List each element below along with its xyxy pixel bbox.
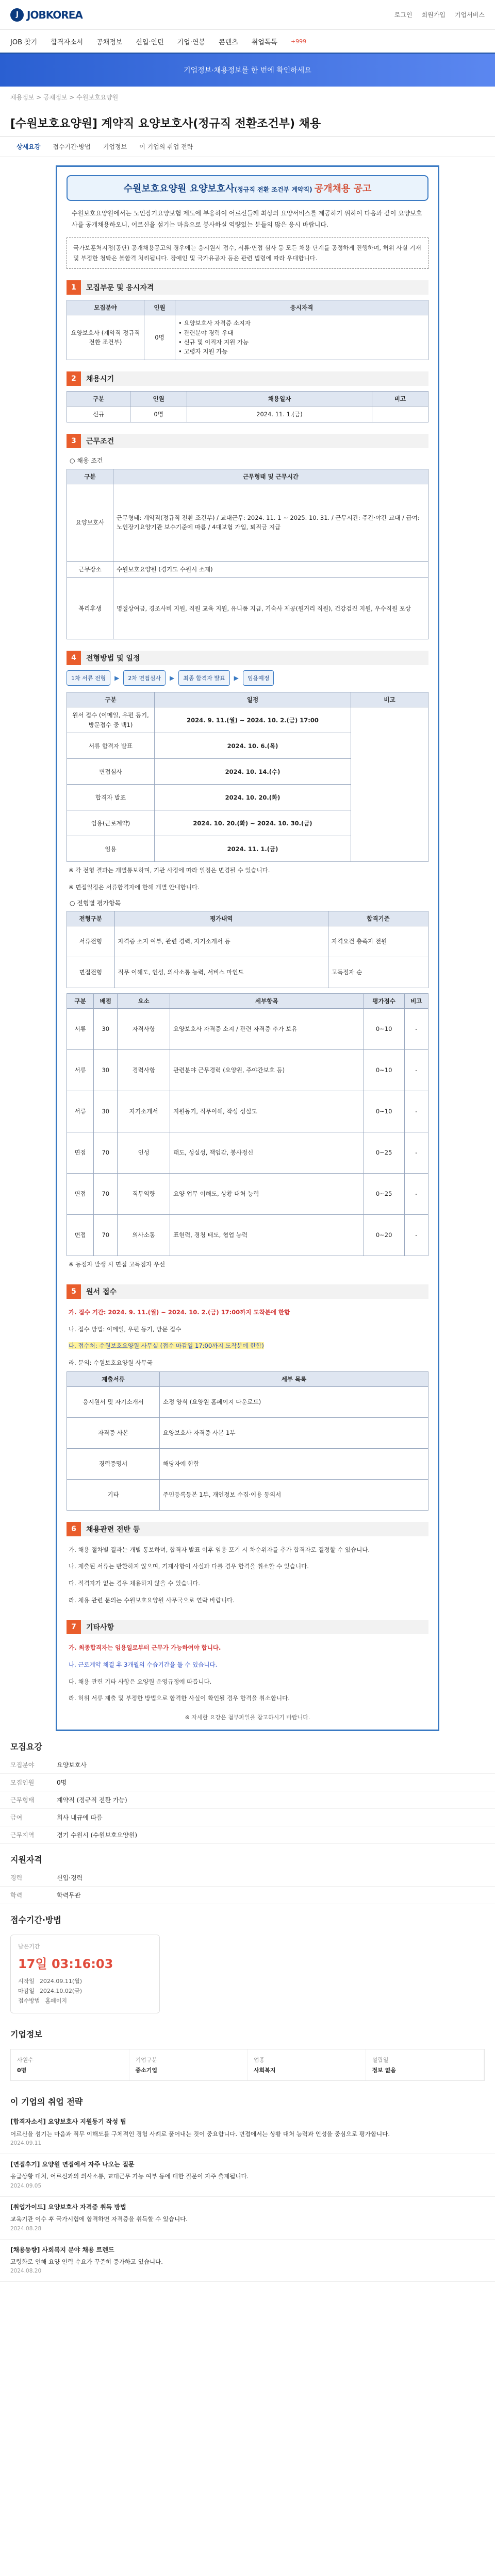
- summary-row: 근무지역 경기 수원시 (수원보호요양원): [0, 1826, 495, 1844]
- section-header: 5 원서 접수: [67, 1284, 428, 1299]
- dday-countdown: 17일 03:16:03: [18, 1957, 113, 1972]
- score-table: 전형구분 평가내역 합격기준 서류전형 자격증 소지 여부, 관련 경력, 자기소개서 등 자격요건 충족자 전원 면접전형 직무 이해도, 인성, 의사소통 능력, 서비스 마인드 고득점자 순: [67, 911, 428, 988]
- corp-item: 사원수 0명: [11, 2049, 129, 2080]
- summary-heading: 모집요강: [10, 1742, 42, 1752]
- corp-service-link[interactable]: 기업서비스: [455, 11, 485, 19]
- corp-info-grid: [10, 2049, 485, 2081]
- nav-item-resume[interactable]: 합격자소서: [51, 38, 84, 46]
- qualification-row: 경력 신입·경력: [0, 1869, 495, 1887]
- nav-item-recruit[interactable]: 공채정보: [96, 38, 123, 46]
- site-header: [0, 0, 495, 30]
- logo-mark-icon: J: [10, 8, 24, 22]
- document-table: 제출서류 세부 목록 응시원서 및 자기소개서 소정 양식 (요양원 홈페이지 다운로드) 자격증 사본 요양보호사 자격증 사본 1부 경력증명서 해당자에 한함 기타 주민등록등본 1부, 개인정보 수집·이용 동의서: [67, 1371, 428, 1511]
- section-header: 3 근무조건: [67, 434, 428, 448]
- summary-row: 모집분야 요양보호사: [0, 1756, 495, 1774]
- section-header: 4 전형방법 및 일정: [67, 651, 428, 665]
- nav-item-talk[interactable]: 취업톡톡: [251, 38, 277, 46]
- strategy-item[interactable]: [채용동향] 사회복지 분야 채용 트렌드 고령화로 인해 요양 인력 수요가 꾸준히 증가하고 있습니다. 2024.08.20: [0, 2240, 495, 2282]
- summary-row: 모집인원 0명: [0, 1774, 495, 1791]
- main-nav: [0, 30, 495, 54]
- login-link[interactable]: 로그인: [394, 11, 412, 19]
- nav-item-intern[interactable]: 신입·인턴: [136, 38, 164, 46]
- promo-banner[interactable]: 기업정보·채용정보를 한 번에 확인하세요: [0, 54, 495, 87]
- corp-heading: 기업정보: [10, 2029, 42, 2040]
- nav-item-content[interactable]: 콘텐츠: [219, 38, 238, 46]
- tab-company[interactable]: 기업정보: [103, 143, 127, 150]
- corp-item: 기업구분 중소기업: [129, 2049, 248, 2080]
- tab-apply[interactable]: 접수기간·방법: [53, 143, 91, 150]
- strategy-item[interactable]: [면접후기] 요양원 면접에서 자주 나오는 질문 응급상황 대처, 어르신과의 의사소통, 교대근무 가능 여부 등에 대한 질문이 자주 출제됩니다. 2024.09.05: [0, 2154, 495, 2197]
- corp-item: 설립일 정보 없음: [366, 2049, 485, 2080]
- work-condition-table: 구분 근무형태 및 근무시간 요양보호사 근무형태: 계약직(정규직 전환 조건부) / 교대근무: 2024. 11. 1 ~ 2025. 10. 31. / 근무시간: 주간·야간 교대 / 급여: 노인장기요양기관 보수기준에 따름 / 4대보험 가입, 퇴직금 지급 근무장소 수원보호요양원 (경기도 수원시 소재) 복리후생 명절상여금, 경조사비 지원, 직원 교육 지원, 유니폼 지급, 기숙사 제공(원거리 직원), 건강검진 지원, 우수직원 포상: [67, 469, 428, 639]
- page-title: [수원보호요양원] 계약직 요양보호사(정규직 전환조건부) 채용: [0, 108, 495, 137]
- recruit-field-table: 모집분야 인원 응시자격 요양보호사 (계약직 정규직 전환 조건부) 0명 • 요양보호사 자격증 소지자 • 관련분야 경력 우대 • 신규 및 이직자 지원 가능 • 고령자 지원 가능: [67, 300, 428, 360]
- strategy-item[interactable]: [합격자소서] 요양보호사 지원동기 작성 팁 어르신을 섬기는 마음과 직무 이해도를 구체적인 경험 사례로 풀어내는 것이 중요합니다. 면접에서는 상황 대처 능력과 인성을 중심으로 평가합니다. 2024.09.11: [0, 2111, 495, 2154]
- process-steps: 1차 서류 전형 ▶ 2차 면접심사 ▶ 최종 합격자 발표 ▶ 임용예정: [67, 670, 428, 686]
- section-header: 7 기타사항: [67, 1620, 428, 1634]
- section-header: 1 모집부문 및 응시자격: [67, 280, 428, 295]
- tab-detail[interactable]: 상세요강: [16, 143, 41, 150]
- apply-heading: 접수기간·방법: [10, 1915, 61, 1925]
- qualification-row: 학력 학력무관: [0, 1887, 495, 1904]
- dday-card: 남은기간 17일 03:16:03 시작일 2024.09.11(월) 마감일 2024.10.02(금) 접수방법 홈페이지: [10, 1935, 160, 2013]
- poster-headline: 수원보호요양원 요양보호사(정규직 전환 조건부 계약직) 공개채용 공고: [67, 175, 428, 201]
- schedule-table: 구분 일정 비고 원서 접수 (이메일, 우편 등기, 방문접수 중 택1) 2024. 9. 11.(월) ~ 2024. 10. 2.(금) 17:00 서류 합격자 발표 2024. 10. 6.(목) 면접심사 2024. 10. 14.(수) 합격자 발표 2024. 10. 20.(화) 임용(근로계약) 2024. 10. 20.(화) ~ 2024. 10. 30.(금) 임용 2024. 11. 1.(금): [67, 692, 428, 862]
- nav-item-job[interactable]: JOB 찾기: [10, 38, 38, 46]
- logo-text: JOBKOREA: [27, 8, 82, 21]
- summary-row: 근무형태 계약직 (정규직 전환 가능): [0, 1791, 495, 1809]
- breadcrumb: 채용정보 > 공채정보 > 수원보호요양원: [10, 94, 119, 101]
- recruit-poster: 수원보호요양원 요양보호사(정규직 전환 조건부 계약직) 공개채용 공고 수원보호요양원에서는 노인장기요양보험 제도에 부응하여 어르신들께 최상의 요양서비스를 제공하기 위하여 다음과 같이 요양보호사를 공개채용하오니, 어르신을 섬기는 마음으로 봉사하실 역량있는 분들의 많은 응시 바랍니다. 국가보훈처지정(공단) 공개채용공고의 경우에는 응시원서 접수, 서류·면접 심사 등 모든 채용 단계를 공정하게 진행하며, 허위 사실 기재 및 부정한 청탁은 불합격 처리됩니다. 장애인 및 국가유공자 등은 관련 법령에 따라 우대합니다. 1 모집부문 및 응시자격 모집분야 인원 응시자격 요양보호사 (계약직 정규직 전환 조건부) 0명 • 요양보호사 자격증 소지자 • 관련분야 경력 우대 • 신규 및 이직자 지원 가능 • 고령자 지원 가능 2 채용시기 구분 인원 채용일자 비고 신규 0명 2024. 11. 1.(금) 3 근무조건 ○ 채용 조건 구분 근무형태 및 근무시간 요양보호사 근무형태: 계약직(정규직 전환 조건부) / 교대근무: 2024. 11. 1 ~ 2025. 10. 31. / 근무시간: 주간·야간 교대 / 급여: 노인장기요양기관 보수기준에 따름 / 4대보험 가입, 퇴직금 지급 근무장소 수원보호요양원 (경기도 수원시 소재) 복리후생 명절상여금, 경조사비 지원, 직원 교육 지원, 유니폼 지급, 기숙사 제공(원거리 직원), 건강검진 지원, 우수직원 포상 4 전형방법 및 일정 1차 서류 전형 ▶ 2차 면접심사 ▶ 최종 합격자 발표 ▶ 임용예정 구분 일정 비고 원서 접수 (이메일, 우편 등기, 방문접수 중 택1) 2024. 9. 11.(월) ~ 2024. 10. 2.(금) 17:00 서류 합격자 발표 2024. 10. 6.(목) 면접심사 2024. 10. 14.(수) 합격자 발표 2024. 10. 20.(화) 임용(근로계약) 2024. 10. 20.(화) ~ 2024. 10. 30.(금) 임용 2024. 11. 1.(금) ※ 각 전형 결과는 개별통보하며, 기관 사정에 따라 일정은 변경될 수 있습니다. ※ 면접일정은 서류합격자에 한해 개별 안내합니다. ○ 전형별 평가항목 전형구분 평가내역 합격기준 서류전형 자격증 소지 여부, 관련 경력, 자기소개서 등 자격요건 충족자 전원 면접전형 직무 이해도, 인성, 의사소통 능력, 서비스 마인드 고득점자 순 구분 배점 요소 세부항목 평가점수 비고 서류 30 자격사항 요양보호사 자격증 소지 / 관련 자격증 추가 보유 0~10 - 서류 30 경력사항 관련분야 근무경력 (요양원, 주야간보호 등) 0~10 - 서류 30 자기소개서 지원동기, 직무이해, 작성 성실도 0~10 - 면접 70 인성 태도, 성실성, 책임감, 봉사정신 0~25 - 면접 70 직무역량 요양 업무 이해도, 상황 대처 능력 0~25 - 면접 70 의사소통 표현력, 경청 태도, 협업 능력 0~20 - ※ 동점자 발생 시 면접 고득점자 우선 5 원서 접수 가. 접수 기간: 2024. 9. 11.(월) ~ 2024. 10. 2.(금) 17:00까지 도착분에 한함 나. 접수 방법: 이메일, 우편 등기, 방문 접수 다. 접수처: 수원보호요양원 사무실 (접수 마감일 17:00까지 도착분에 한함) 라. 문의: 수원보호요양원 사무국 제출서류 세부 목록 응시원서 및 자기소개서 소정 양식 (요양원 홈페이지 다운로드) 자격증 사본 요양보호사 자격증 사본 1부 경력증명서 해당자에 한함 기타 주민등록등본 1부, 개인정보 수집·이용 동의서 6 채용관련 전반 등 가. 채용 절차별 결과는 개별 통보하며, 합격자 발표 이후 임용 포기 시 차순위자를 추가 합격자로 결정할 수 있습니다. 나. 제출된 서류는 반환하지 않으며, 기재사항이 사실과 다를 경우 합격을 취소할 수 있습니다. 다. 적격자가 없는 경우 채용하지 않을 수 있습니다. 라. 채용 관련 문의는 수원보호요양원 사무국으로 연락 바랍니다. 7 기타사항 가. 최종합격자는 임용일로부터 근무가 가능하여야 합니다. 나. 근로계약 체결 후 3개월의 수습기간을 둘 수 있습니다. 다. 채용 관련 기타 사항은 요양원 운영규정에 따릅니다. 라. 허위 서류 제출 및 부정한 방법으로 합격한 사실이 확인될 경우 합격을 취소합니다. ※ 자세한 요강은 첨부파일을 참고하시기 바랍니다.: [56, 165, 439, 1731]
- summary-row: 급여 회사 내규에 따름: [0, 1809, 495, 1826]
- poster-intro: 수원보호요양원에서는 노인장기요양보험 제도에 부응하여 어르신들께 최상의 요양서비스를 제공하기 위하여 다음과 같이 요양보호사를 공개채용하오니, 어르신을 섬기는 마음으로 봉사하실 역량있는 분들의 많은 응시 바랍니다.: [72, 210, 422, 228]
- nav-count-badge: +999: [290, 38, 307, 45]
- strategy-item[interactable]: [취업가이드] 요양보호사 자격증 취득 방법 교육기관 이수 후 국가시험에 합격하면 자격증을 취득할 수 있습니다. 2024.08.28: [0, 2197, 495, 2240]
- hire-date-table: 구분 인원 채용일자 비고 신규 0명 2024. 11. 1.(금): [67, 391, 428, 422]
- corp-item: 업종 사회복지: [248, 2049, 366, 2080]
- strategy-heading: 이 기업의 취업 전략: [10, 2097, 83, 2107]
- section-header: 6 채용관련 전반 등: [67, 1522, 428, 1536]
- detail-tabs: [0, 137, 495, 157]
- tab-strategy[interactable]: 이 기업의 취업 전략: [139, 143, 193, 150]
- qualification-heading: 지원자격: [10, 1855, 42, 1865]
- poster-caption: ※ 자세한 요강은 첨부파일을 참고하시기 바랍니다.: [185, 1714, 310, 1721]
- nav-item-company[interactable]: 기업·연봉: [177, 38, 206, 46]
- poster-notice: 국가보훈처지정(공단) 공개채용공고의 경우에는 응시원서 접수, 서류·면접 심사 등 모든 채용 단계를 공정하게 진행하며, 허위 사실 기재 및 부정한 청탁은 불합격 처리됩니다. 장애인 및 국가유공자 등은 관련 법령에 따라 우대합니다.: [67, 238, 428, 269]
- site-logo[interactable]: [10, 8, 82, 22]
- detail-score-table: 구분 배점 요소 세부항목 평가점수 비고 서류 30 자격사항 요양보호사 자격증 소지 / 관련 자격증 추가 보유 0~10 - 서류 30 경력사항 관련분야 근무경력 (요양원, 주야간보호 등) 0~10 - 서류 30 자기소개서 지원동기, 직무이해, 작성 성실도 0~10 - 면접 70 인성 태도, 성실성, 책임감, 봉사정신 0~25 - 면접 70 직무역량 요양 업무 이해도, 상황 대처 능력 0~25 - 면접 70 의사소통 표현력, 경청 태도, 협업 능력 0~20 -: [67, 993, 428, 1256]
- section-header: 2 채용시기: [67, 371, 428, 386]
- signup-link[interactable]: 회원가입: [421, 11, 446, 19]
